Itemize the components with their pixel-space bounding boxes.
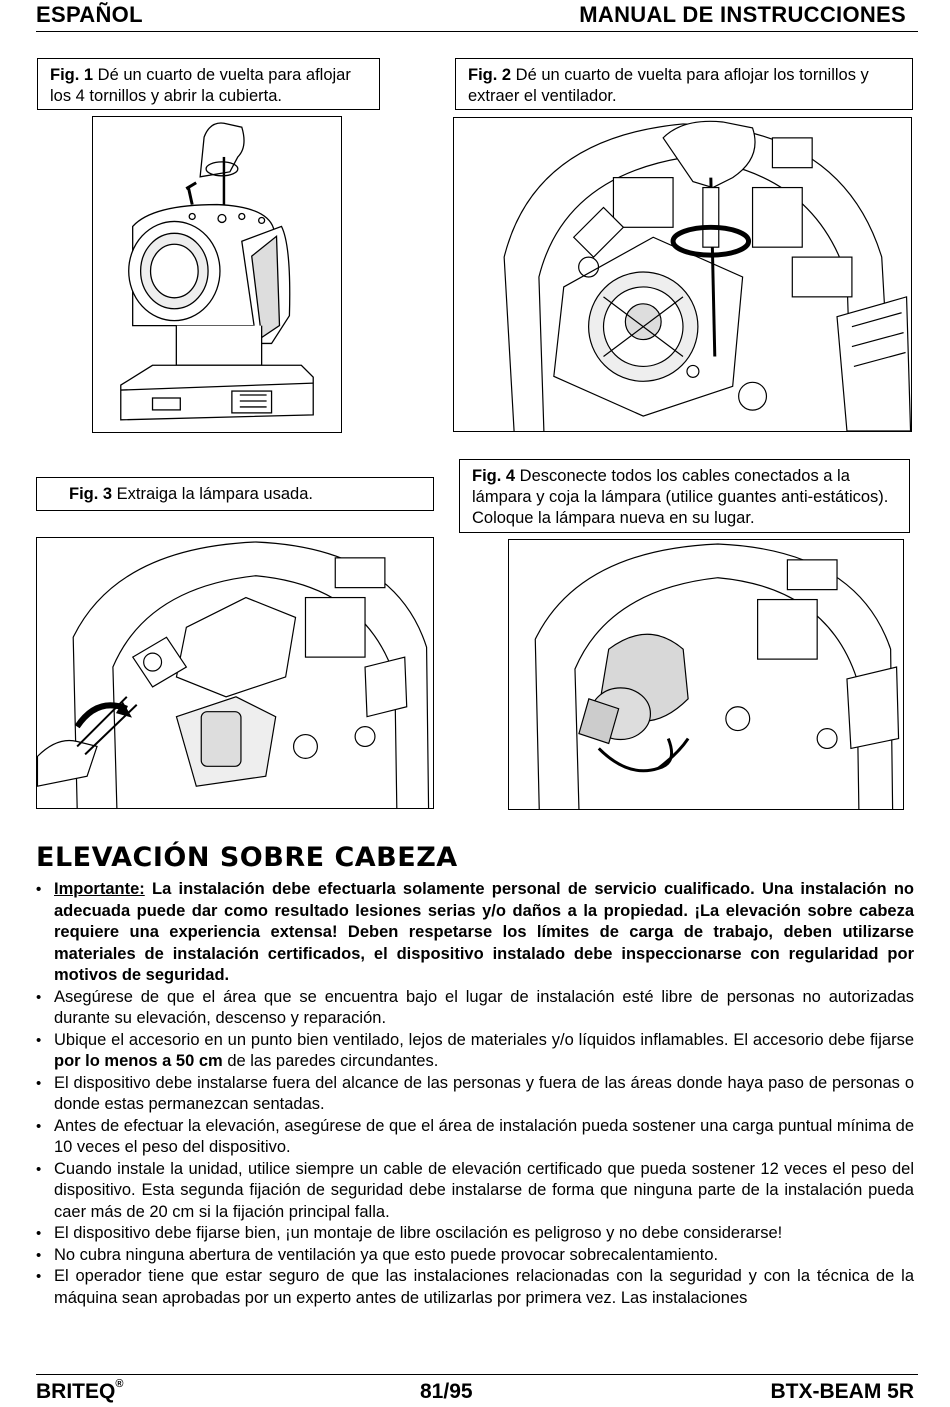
footer-model: BTX-BEAM 5R	[770, 1380, 914, 1403]
fig1-caption	[37, 58, 380, 110]
fig1-label: Fig. 1	[50, 66, 94, 84]
fig3-label: Fig. 3	[69, 485, 113, 503]
fig4-image	[508, 539, 904, 810]
important-text: La instalación debe efectuarla solamente personal de servicio cualificado. Una instalación no adecuada puede dar como resultado lesiones serias y/o daños a la propiedad. ¡La elevación sobre cabeza requiere una experiencia extensa! Deben respetarse los límites de carga de trabajo, deben utilizarse materiales de instalación certificados, el dispositivo instalado debe inspeccionarse con regularidad por motivos de seguridad.	[54, 880, 914, 984]
fig2-image	[453, 117, 912, 432]
bullet-3-text-b: de las paredes circundantes.	[222, 1052, 439, 1070]
fig4-label: Fig. 4	[472, 467, 516, 485]
footer-brand	[36, 1380, 123, 1404]
list-item: • Antes de efectuar la elevación, asegúrese de que el área de instalación pueda sostener una carga puntual mínima de 10 veces el peso del dispositivo.	[36, 1116, 914, 1159]
list-item: • El dispositivo debe fijarse bien, ¡un montaje de libre oscilación es peligroso y no debe considerarse!	[36, 1223, 914, 1245]
list-item: • No cubra ninguna abertura de ventilación ya que esto puede provocar sobrecalentamiento.	[36, 1245, 914, 1267]
brand-name: BRITEQ	[36, 1380, 116, 1403]
fig4-text: Desconecte todos los cables conectados a la lámpara y coja la lámpara (utilice guantes anti-estáticos). Coloque la lámpara nueva en su lugar.	[472, 467, 889, 527]
fig2-text: Dé un cuarto de vuelta para aflojar los tornillos y extraer el ventilador.	[468, 66, 869, 105]
fig3-image	[36, 537, 434, 809]
list-item: • El operador tiene que estar seguro de que las instalaciones relacionadas con la seguridad y con la técnica de la máquina sean aprobadas por un experto antes de utilizarlas por primera vez. Las instalaciones	[36, 1266, 914, 1309]
bullet-3-text-a: Ubique el accesorio en un punto bien ventilado, lejos de materiales y/o líquidos inflamables. El accesorio debe fijarse	[54, 1030, 914, 1049]
fig2-label: Fig. 2	[468, 66, 512, 84]
safety-list	[36, 879, 914, 1309]
registered-mark: ®	[115, 1378, 124, 1390]
header-title: MANUAL DE INSTRUCCIONES	[579, 2, 906, 27]
list-item	[36, 1030, 914, 1073]
header-rule	[36, 31, 918, 32]
fig3-caption	[36, 477, 434, 511]
page-number: 81/95	[420, 1380, 473, 1403]
header-language: ESPAÑOL	[36, 2, 143, 27]
section-title: ELEVACIÓN SOBRE CABEZA	[36, 842, 458, 873]
fig4-caption	[459, 459, 910, 533]
bullet-3-bold: por lo menos a 50 cm	[54, 1052, 223, 1070]
list-item-important	[36, 879, 914, 987]
fig1-text: Dé un cuarto de vuelta para aflojar los 4 tornillos y abrir la cubierta.	[50, 66, 351, 105]
list-item: • Cuando instale la unidad, utilice siempre un cable de elevación certificado que pueda sostener 12 veces el peso del dispositivo. Esta segunda fijación de seguridad debe instalarse de forma que ninguna parte de la instalación pueda caer más de 20 cm si la fijación principal falla.	[36, 1159, 914, 1224]
list-item: • El dispositivo debe instalarse fuera del alcance de las personas y fuera de las áreas donde haya paso de personas o donde estas permanezcan sentadas.	[36, 1073, 914, 1116]
important-label: Importante:	[54, 880, 145, 898]
fig1-image	[92, 116, 342, 433]
list-item: • Asegúrese de que el área que se encuentra bajo el lugar de instalación esté libre de personas no autorizadas durante su elevación, descenso y reparación.	[36, 987, 914, 1030]
footer-rule	[36, 1374, 918, 1375]
fig3-text: Extraiga la lámpara usada.	[112, 485, 313, 503]
fig2-caption	[455, 58, 913, 110]
